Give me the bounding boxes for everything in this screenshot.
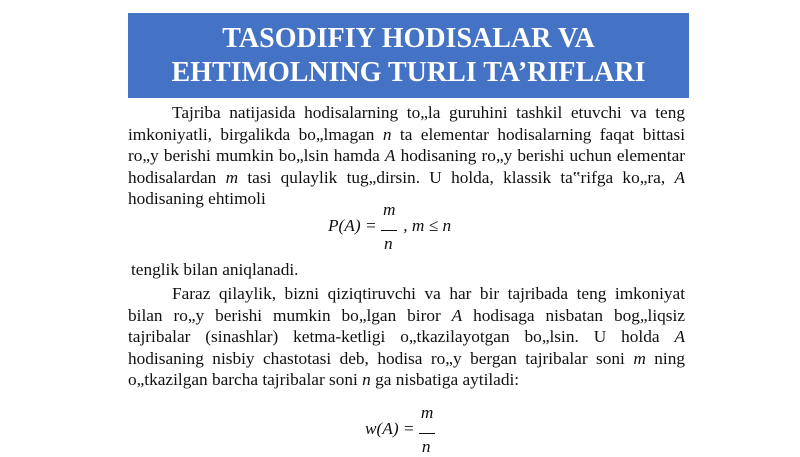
variable-a: A bbox=[384, 146, 396, 166]
variable-m: m bbox=[633, 348, 646, 368]
fraction bbox=[381, 200, 399, 254]
text-run: hodisaning ehtimoli bbox=[128, 189, 266, 209]
variable-a: A bbox=[674, 327, 685, 347]
text-run: ga nisbatiga aytiladi: bbox=[370, 370, 520, 390]
fraction bbox=[419, 403, 437, 457]
formula-lhs: P(A) = bbox=[328, 216, 377, 235]
variable-a: A bbox=[451, 305, 463, 325]
text-run: ning o„tkazilgan barcha tajribalar soni bbox=[128, 348, 685, 390]
formula-condition: , m ≤ n bbox=[403, 216, 452, 235]
text-run: Tajriba natijasida hodisalarning to„la guruhini tashkil etuvchi va teng imkoniyatli, birgalikda bo„lmagan bbox=[128, 103, 685, 144]
variable-m: m bbox=[225, 167, 239, 187]
variable-a: A bbox=[674, 167, 685, 187]
formula-lhs: w(A) = bbox=[365, 419, 415, 438]
fraction-numerator: m bbox=[382, 200, 396, 220]
text-run: hodisaning nisbiy chastotasi deb, hodisa ro„y bergan tajribalar soni bbox=[128, 348, 634, 368]
text-run: hodisaning ro„y berishi uchun elementar hodisalardan bbox=[128, 146, 685, 187]
fraction-bar bbox=[419, 433, 435, 434]
fraction-bar bbox=[381, 230, 397, 231]
paragraph-classical-definition bbox=[128, 102, 685, 210]
text-run: hodisaga nisbatan bog„liqsiz tajribalar (sinashlar) ketma-ketligi o„tkazilayotgan bo„lsin. U holda bbox=[128, 305, 685, 347]
slide-title bbox=[128, 13, 689, 98]
title-line-1: TASODIFIY HODISALAR VA bbox=[222, 22, 595, 54]
fraction-denominator: n bbox=[421, 437, 431, 457]
fraction-numerator: m bbox=[420, 403, 434, 423]
formula-caption: tenglik bilan aniqlanadi. bbox=[131, 260, 299, 279]
text-run: ta elementar hodisalarning faqat bittasi ro„y berishi mumkin bo„lsin hamda bbox=[128, 124, 685, 166]
formula-relative-frequency bbox=[365, 403, 437, 457]
variable-n: n bbox=[362, 370, 371, 390]
paragraph-relative-frequency bbox=[128, 283, 685, 391]
variable-n: n bbox=[382, 124, 392, 144]
formula-classical-probability bbox=[328, 200, 452, 254]
title-line-2: EHTIMOLNING TURLI TA’RIFLARI bbox=[171, 56, 646, 88]
fraction-denominator: n bbox=[383, 234, 393, 254]
text-run: Faraz qilaylik, bizni qiziqtiruvchi va har bir tajribada teng imkoniyat bilan ro„y berishi mumkin bo„lgan biror bbox=[128, 284, 685, 325]
text-run: tasi qulaylik tug„dirsin. U holda, klassik ta‟rifga ko„ra, bbox=[238, 167, 675, 187]
